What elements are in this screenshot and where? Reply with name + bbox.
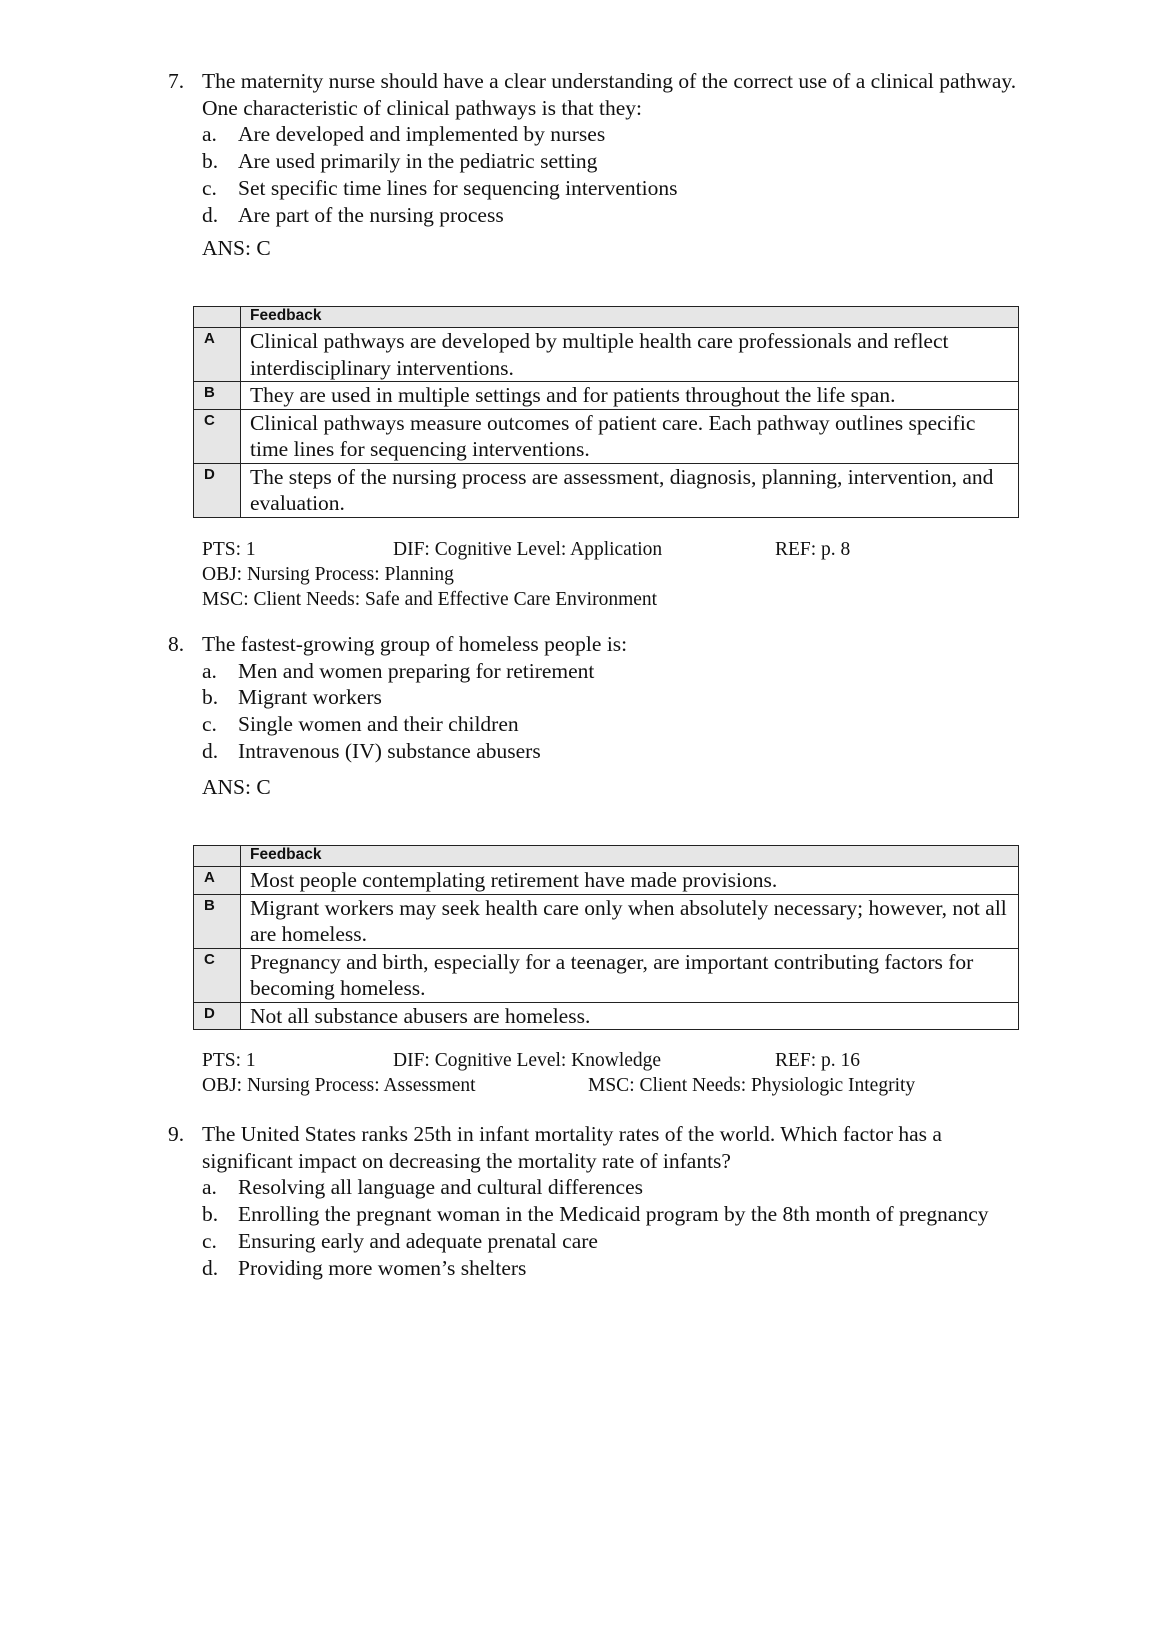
feedback-table [193,845,1019,1030]
answer-option-c [202,1228,1028,1255]
feedback-text: Clinical pathways are developed by multiple health care professionals and reflect interdisciplinary interventions. [241,328,1019,382]
feedback-key: B [194,894,241,948]
question-metadata [202,537,1022,612]
question-stem: The United States ranks 25th in infant mortality rates of the world. Which factor has a significant impact on decreasing the mortality rate of infants? [202,1122,942,1173]
objective: OBJ: Nursing Process: Planning [202,564,454,585]
feedback-text: Not all substance abusers are homeless. [241,1002,1019,1030]
option-letter: d. [202,738,219,763]
option-text: Are used primarily in the pediatric setting [238,149,598,174]
answer-key: ANS: C [202,775,271,799]
option-letter: b. [202,149,219,174]
option-letter: c. [202,712,217,737]
feedback-row [194,867,1019,895]
option-text: Resolving all language and cultural differences [238,1175,643,1200]
option-text: Are developed and implemented by nurses [238,122,606,147]
answer-option-b [202,684,1028,711]
option-text: Ensuring early and adequate prenatal care [238,1228,598,1253]
option-text: Migrant workers [238,685,382,710]
answer-option-b [202,148,1028,175]
feedback-key: C [194,409,241,463]
question-7 [168,68,1028,228]
feedback-header-blank [194,846,241,867]
answer-option-c [202,711,1028,738]
feedback-row [194,382,1019,410]
option-letter: c. [202,1228,217,1253]
feedback-row [194,328,1019,382]
feedback-text: They are used in multiple settings and for patients throughout the life span. [241,382,1019,410]
feedback-row [194,1002,1019,1030]
feedback-text: Migrant workers may seek health care only when absolutely necessary; however, not all are homeless. [241,894,1019,948]
question-metadata [202,1048,1022,1098]
answer-option-a [202,658,1028,685]
feedback-text: Pregnancy and birth, especially for a teenager, are important contributing factors for becoming homeless. [241,948,1019,1002]
feedback-header-blank [194,307,241,328]
option-text: Men and women preparing for retirement [238,658,595,683]
feedback-row [194,463,1019,517]
client-needs: MSC: Client Needs: Physiologic Integrity [588,1075,916,1096]
feedback-row [194,948,1019,1002]
option-text: Set specific time lines for sequencing interventions [238,175,678,200]
option-text: Enrolling the pregnant woman in the Medicaid program by the 8th month of pregnancy [238,1202,989,1227]
difficulty: DIF: Cognitive Level: Knowledge [393,1050,662,1071]
option-text: Are part of the nursing process [238,202,504,227]
feedback-key: B [194,382,241,410]
question-number: 8. [168,632,185,656]
feedback-text: Most people contemplating retirement have made provisions. [241,867,1019,895]
feedback-header-row [194,307,1019,328]
answer-option-c [202,175,1028,202]
feedback-key: A [194,867,241,895]
answer-option-d [202,738,1028,765]
reference: REF: p. 8 [775,539,851,560]
feedback-header: Feedback [241,846,1019,867]
answer-option-b [202,1201,1028,1228]
option-letter: b. [202,1202,219,1227]
feedback-key: D [194,1002,241,1030]
difficulty: DIF: Cognitive Level: Application [393,539,663,560]
answer-key: ANS: C [202,236,271,260]
question-9 [168,1121,1028,1281]
feedback-text: The steps of the nursing process are assessment, diagnosis, planning, intervention, and evaluation. [241,463,1019,517]
question-8 [168,631,1028,765]
reference: REF: p. 16 [775,1050,861,1071]
option-letter: a. [202,658,217,683]
objective: OBJ: Nursing Process: Assessment [202,1075,476,1096]
option-letter: d. [202,1255,219,1280]
feedback-row [194,894,1019,948]
option-letter: d. [202,202,219,227]
feedback-header-row [194,846,1019,867]
feedback-text: Clinical pathways measure outcomes of patient care. Each pathway outlines specific time lines for sequencing interventions. [241,409,1019,463]
answer-option-a [202,121,1028,148]
option-letter: c. [202,175,217,200]
client-needs: MSC: Client Needs: Safe and Effective Care Environment [202,589,658,610]
option-text: Intravenous (IV) substance abusers [238,738,541,763]
answer-option-d [202,202,1028,229]
feedback-key: C [194,948,241,1002]
feedback-table [193,306,1019,518]
feedback-key: A [194,328,241,382]
feedback-row [194,409,1019,463]
feedback-header: Feedback [241,307,1019,328]
answer-option-a [202,1174,1028,1201]
question-number: 9. [168,1122,185,1146]
points: PTS: 1 [202,539,256,560]
question-stem: The fastest-growing group of homeless people is: [202,632,628,656]
option-letter: a. [202,122,217,147]
answer-option-d [202,1255,1028,1282]
option-text: Single women and their children [238,712,519,737]
option-letter: a. [202,1175,217,1200]
option-text: Providing more women’s shelters [238,1255,527,1280]
points: PTS: 1 [202,1050,256,1071]
feedback-key: D [194,463,241,517]
option-letter: b. [202,685,219,710]
question-number: 7. [168,69,185,93]
question-stem: The maternity nurse should have a clear understanding of the correct use of a clinical pathway. One characteristic of clinical pathways is that they: [202,69,1017,120]
